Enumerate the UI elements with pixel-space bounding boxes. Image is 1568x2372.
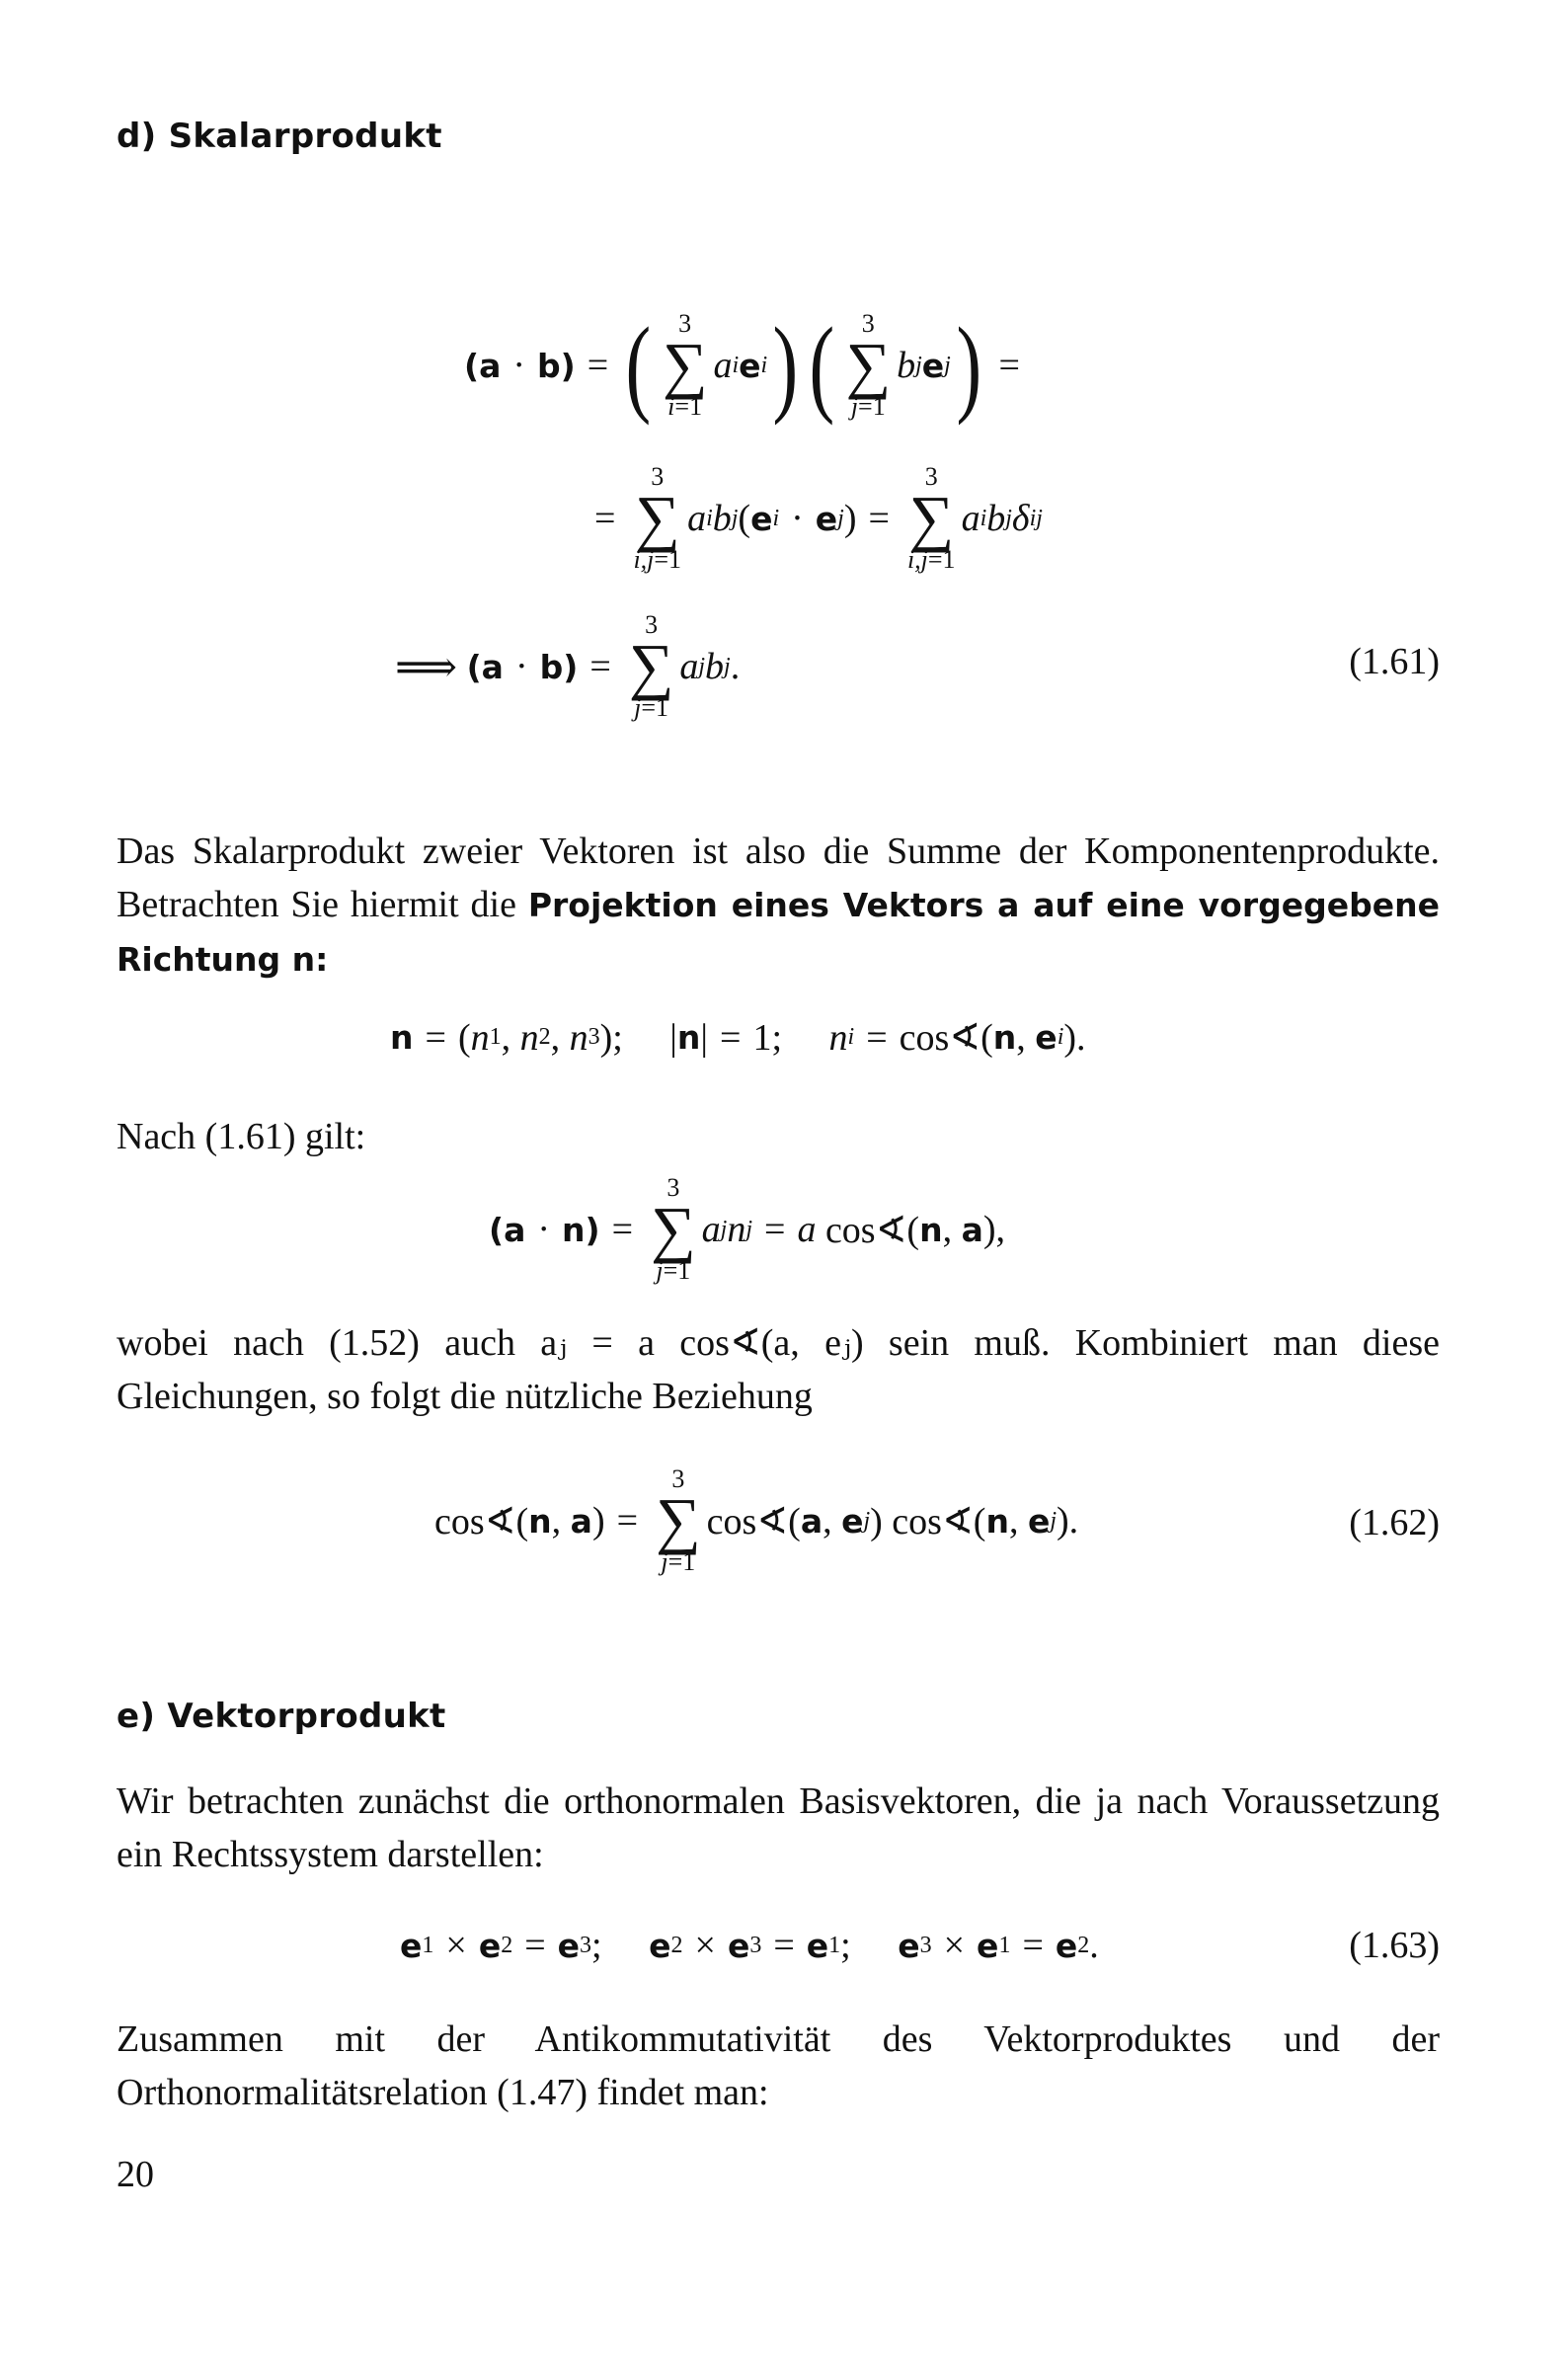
section-heading-skalarprodukt: d) Skalarprodukt: [117, 117, 442, 156]
paragraph-nach-161: Nach (1.61) gilt:: [117, 1116, 366, 1157]
paragraph-text: Das Skalarprodukt zweier Vektoren ist also die Summe der Komponentenprodukte. Betrachten Sie hiermit die: [117, 830, 1440, 925]
equation-1-62: cos∢( n , a ) = 3 ∑ j=1 cos∢( a , e j ) cos∢( n , e j ).: [434, 1464, 1079, 1576]
paragraph-bold-term: Projektion eines Vektors a auf eine vorgegebene Richtung n:: [117, 886, 1441, 979]
paragraph-basisvektoren: Wir betrachten zunächst die orthonormalen Basisvektoren, die ja nach Voraussetzung ein Rechtssystem darstellen:: [117, 1780, 1440, 1875]
equation-line-3: ⟹ (a · b) = 3 ∑ j=1 a j b j .: [395, 610, 741, 722]
equation-projection: (a · n) = 3 ∑ j=1 a j n j = a cos∢( n , a ),: [489, 1173, 1006, 1285]
equation-number-1-61: (1.61): [1349, 641, 1440, 682]
equation-line-1: (a · b) = ( 3 ∑ i=1 a i e i ) ( 3 ∑ j=1 b j e j ) =: [464, 305, 1020, 426]
equation-line-2: = 3 ∑ i,j=1 a i b j ( e i · e j ) = 3 ∑ i,j=1 a i b j δ ij: [594, 462, 1043, 574]
equation-1-63: e 1 × e 2 = e 3 ; e 2 × e 3 = e 1 ; e 3 × e 1 = e 2 .: [400, 1925, 1099, 1966]
equation-unit-vector-n: n = ( n 1 , n 2 , n 3 ); | n | = 1; n i = cos∢( n , e i ).: [390, 1016, 1086, 1059]
paragraph-skalarprodukt: [117, 825, 1440, 987]
section-heading-vektorprodukt: e) Vektorprodukt: [117, 1697, 446, 1736]
paragraph-zusammen: Zusammen mit der Antikommutativität des Vektorproduktes und der Orthonormalitätsrelation (1.47) findet man:: [117, 2018, 1440, 2113]
equation-number-1-63: (1.63): [1349, 1925, 1440, 1966]
page-number: 20: [117, 2154, 154, 2195]
equation-number-1-62: (1.62): [1349, 1502, 1440, 1543]
paragraph-wobei: wobei nach (1.52) auch aⱼ = a cos∢(a, eⱼ) sein muß. Kombiniert man diese Gleichungen, so folgt die nützliche Beziehung: [117, 1322, 1440, 1417]
